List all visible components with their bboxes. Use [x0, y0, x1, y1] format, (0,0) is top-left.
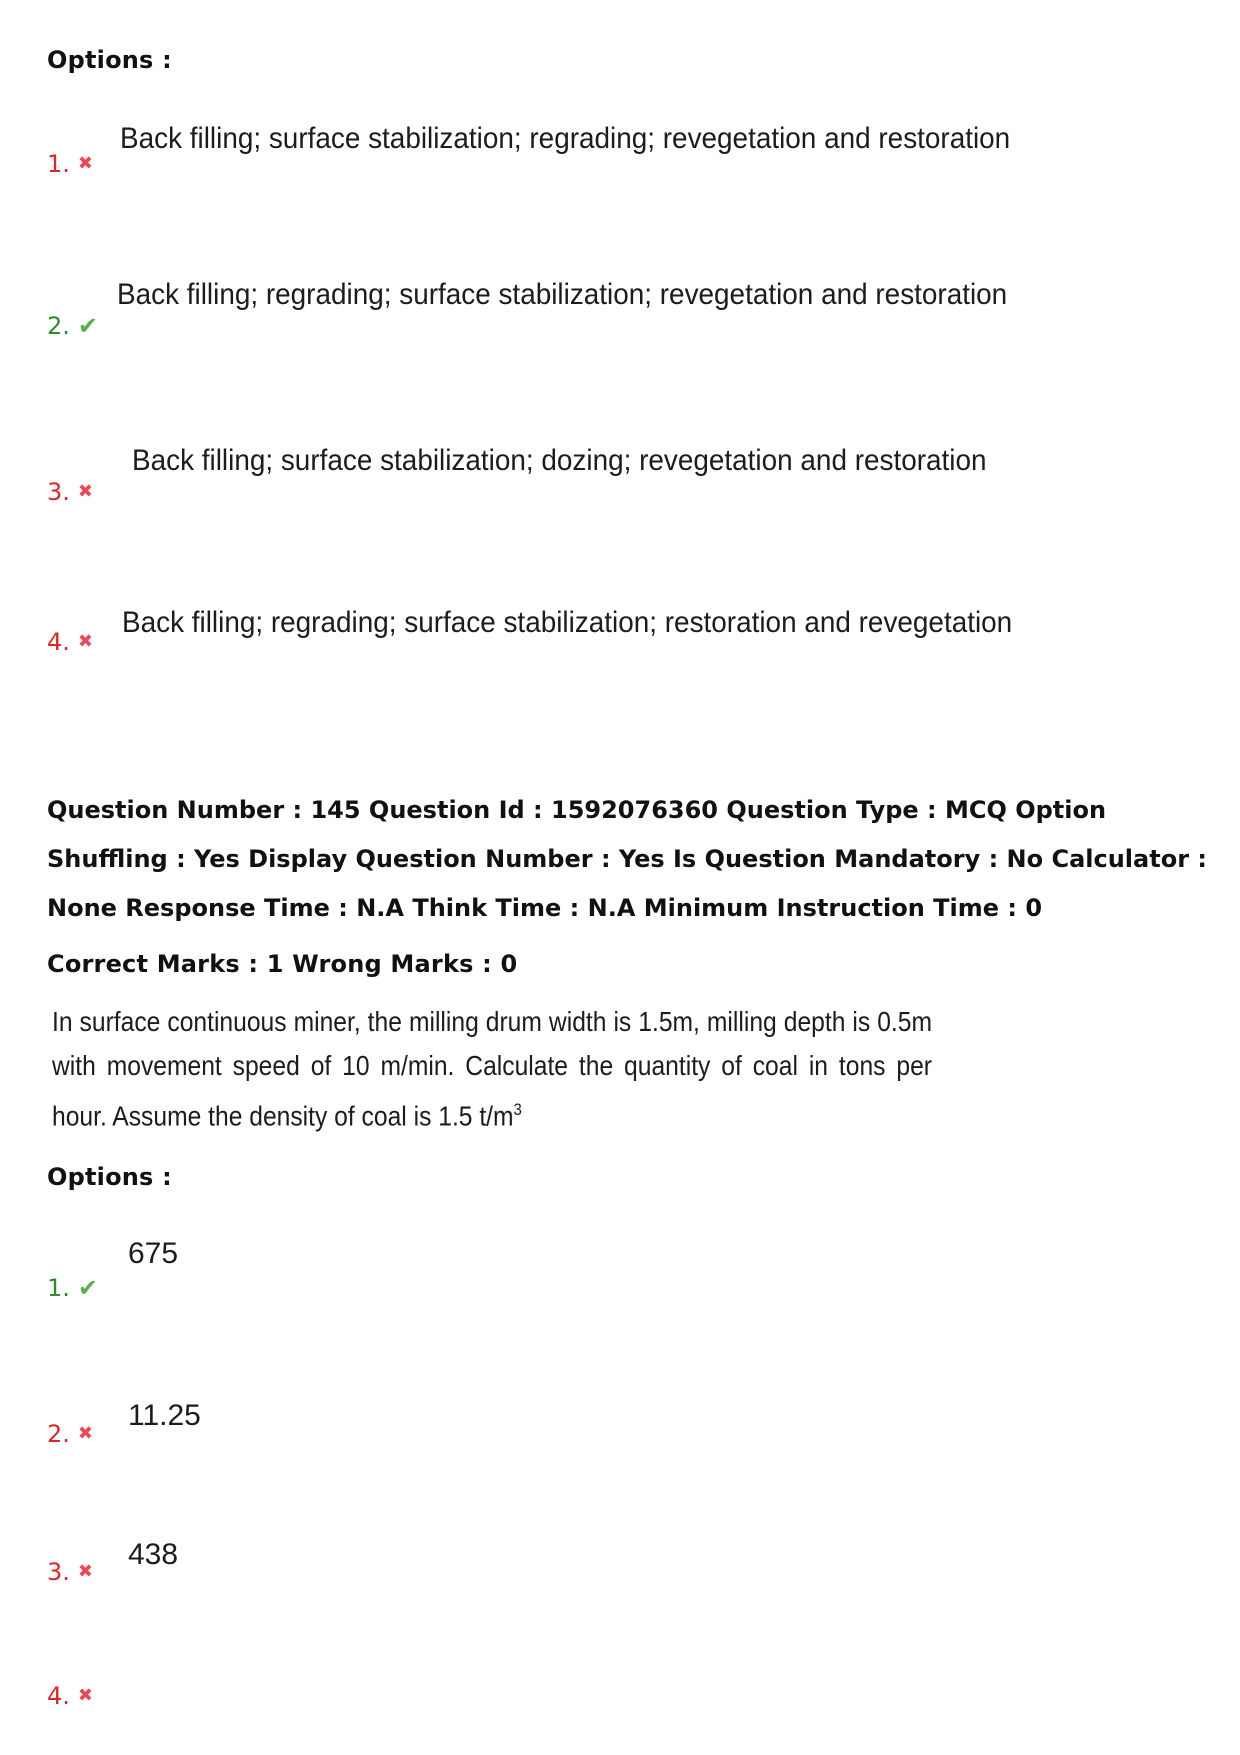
options-heading: Options :: [47, 46, 172, 74]
question-info: Question Number : 145 Question Id : 1592076360 Question Type : MCQ Option Shuffling : Yes Display Question Number : Yes Is Question Mandatory : No Calculator : None Response Time : N.A Think Time : N.A Minimum Instruction Time : 0: [47, 796, 1207, 922]
option-text: Back filling; regrading; surface stabilization; restoration and revegetation: [122, 606, 1013, 639]
option-number: [47, 1420, 93, 1448]
check-icon: ✔: [77, 312, 99, 340]
option-text: Back filling; regrading; surface stabilization; revegetation and restoration: [117, 278, 1008, 311]
option-number-label: 1.: [47, 150, 70, 178]
marks-info: Correct Marks : 1 Wrong Marks : 0: [47, 950, 518, 978]
option-text: Back filling; surface stabilization; dozing; revegetation and restoration: [132, 444, 987, 477]
cross-icon: ✖: [77, 481, 93, 502]
option-number-label: 3.: [47, 478, 70, 506]
option-number: [47, 1274, 98, 1302]
option-number-label: 2.: [47, 1420, 70, 1448]
option-text: Back filling; surface stabilization; regrading; revegetation and restoration: [120, 122, 1011, 155]
option-text: 11.25: [128, 1399, 201, 1432]
options-heading: Options :: [47, 1163, 172, 1191]
cross-icon: ✖: [77, 1561, 93, 1582]
question-text-main: In surface continuous miner, the milling drum width is 1.5m, milling depth is 0.5m with movement speed of 10 m/min. Calculate the quantity of coal in tons per hour. Assume the density of coal is 1.5 t/m: [52, 1006, 932, 1132]
option-number-label: 4.: [47, 1682, 70, 1710]
cross-icon: ✖: [77, 1685, 93, 1706]
option-number: [47, 628, 93, 656]
option-number: [47, 478, 93, 506]
option-number: [47, 1558, 93, 1586]
option-number-label: 1.: [47, 1274, 70, 1302]
question-text-superscript: 3: [513, 1100, 522, 1119]
option-number: [47, 312, 98, 340]
option-number-label: 4.: [47, 628, 70, 656]
option-number: [47, 150, 93, 178]
option-number: [47, 1682, 93, 1710]
cross-icon: ✖: [77, 1423, 93, 1444]
cross-icon: ✖: [77, 631, 93, 652]
question-text: [52, 1000, 932, 1138]
option-number-label: 2.: [47, 312, 70, 340]
cross-icon: ✖: [77, 153, 93, 174]
option-text: 675: [128, 1237, 179, 1270]
option-number-label: 3.: [47, 1558, 70, 1586]
check-icon: ✔: [77, 1274, 99, 1302]
option-text: 438: [128, 1538, 179, 1571]
